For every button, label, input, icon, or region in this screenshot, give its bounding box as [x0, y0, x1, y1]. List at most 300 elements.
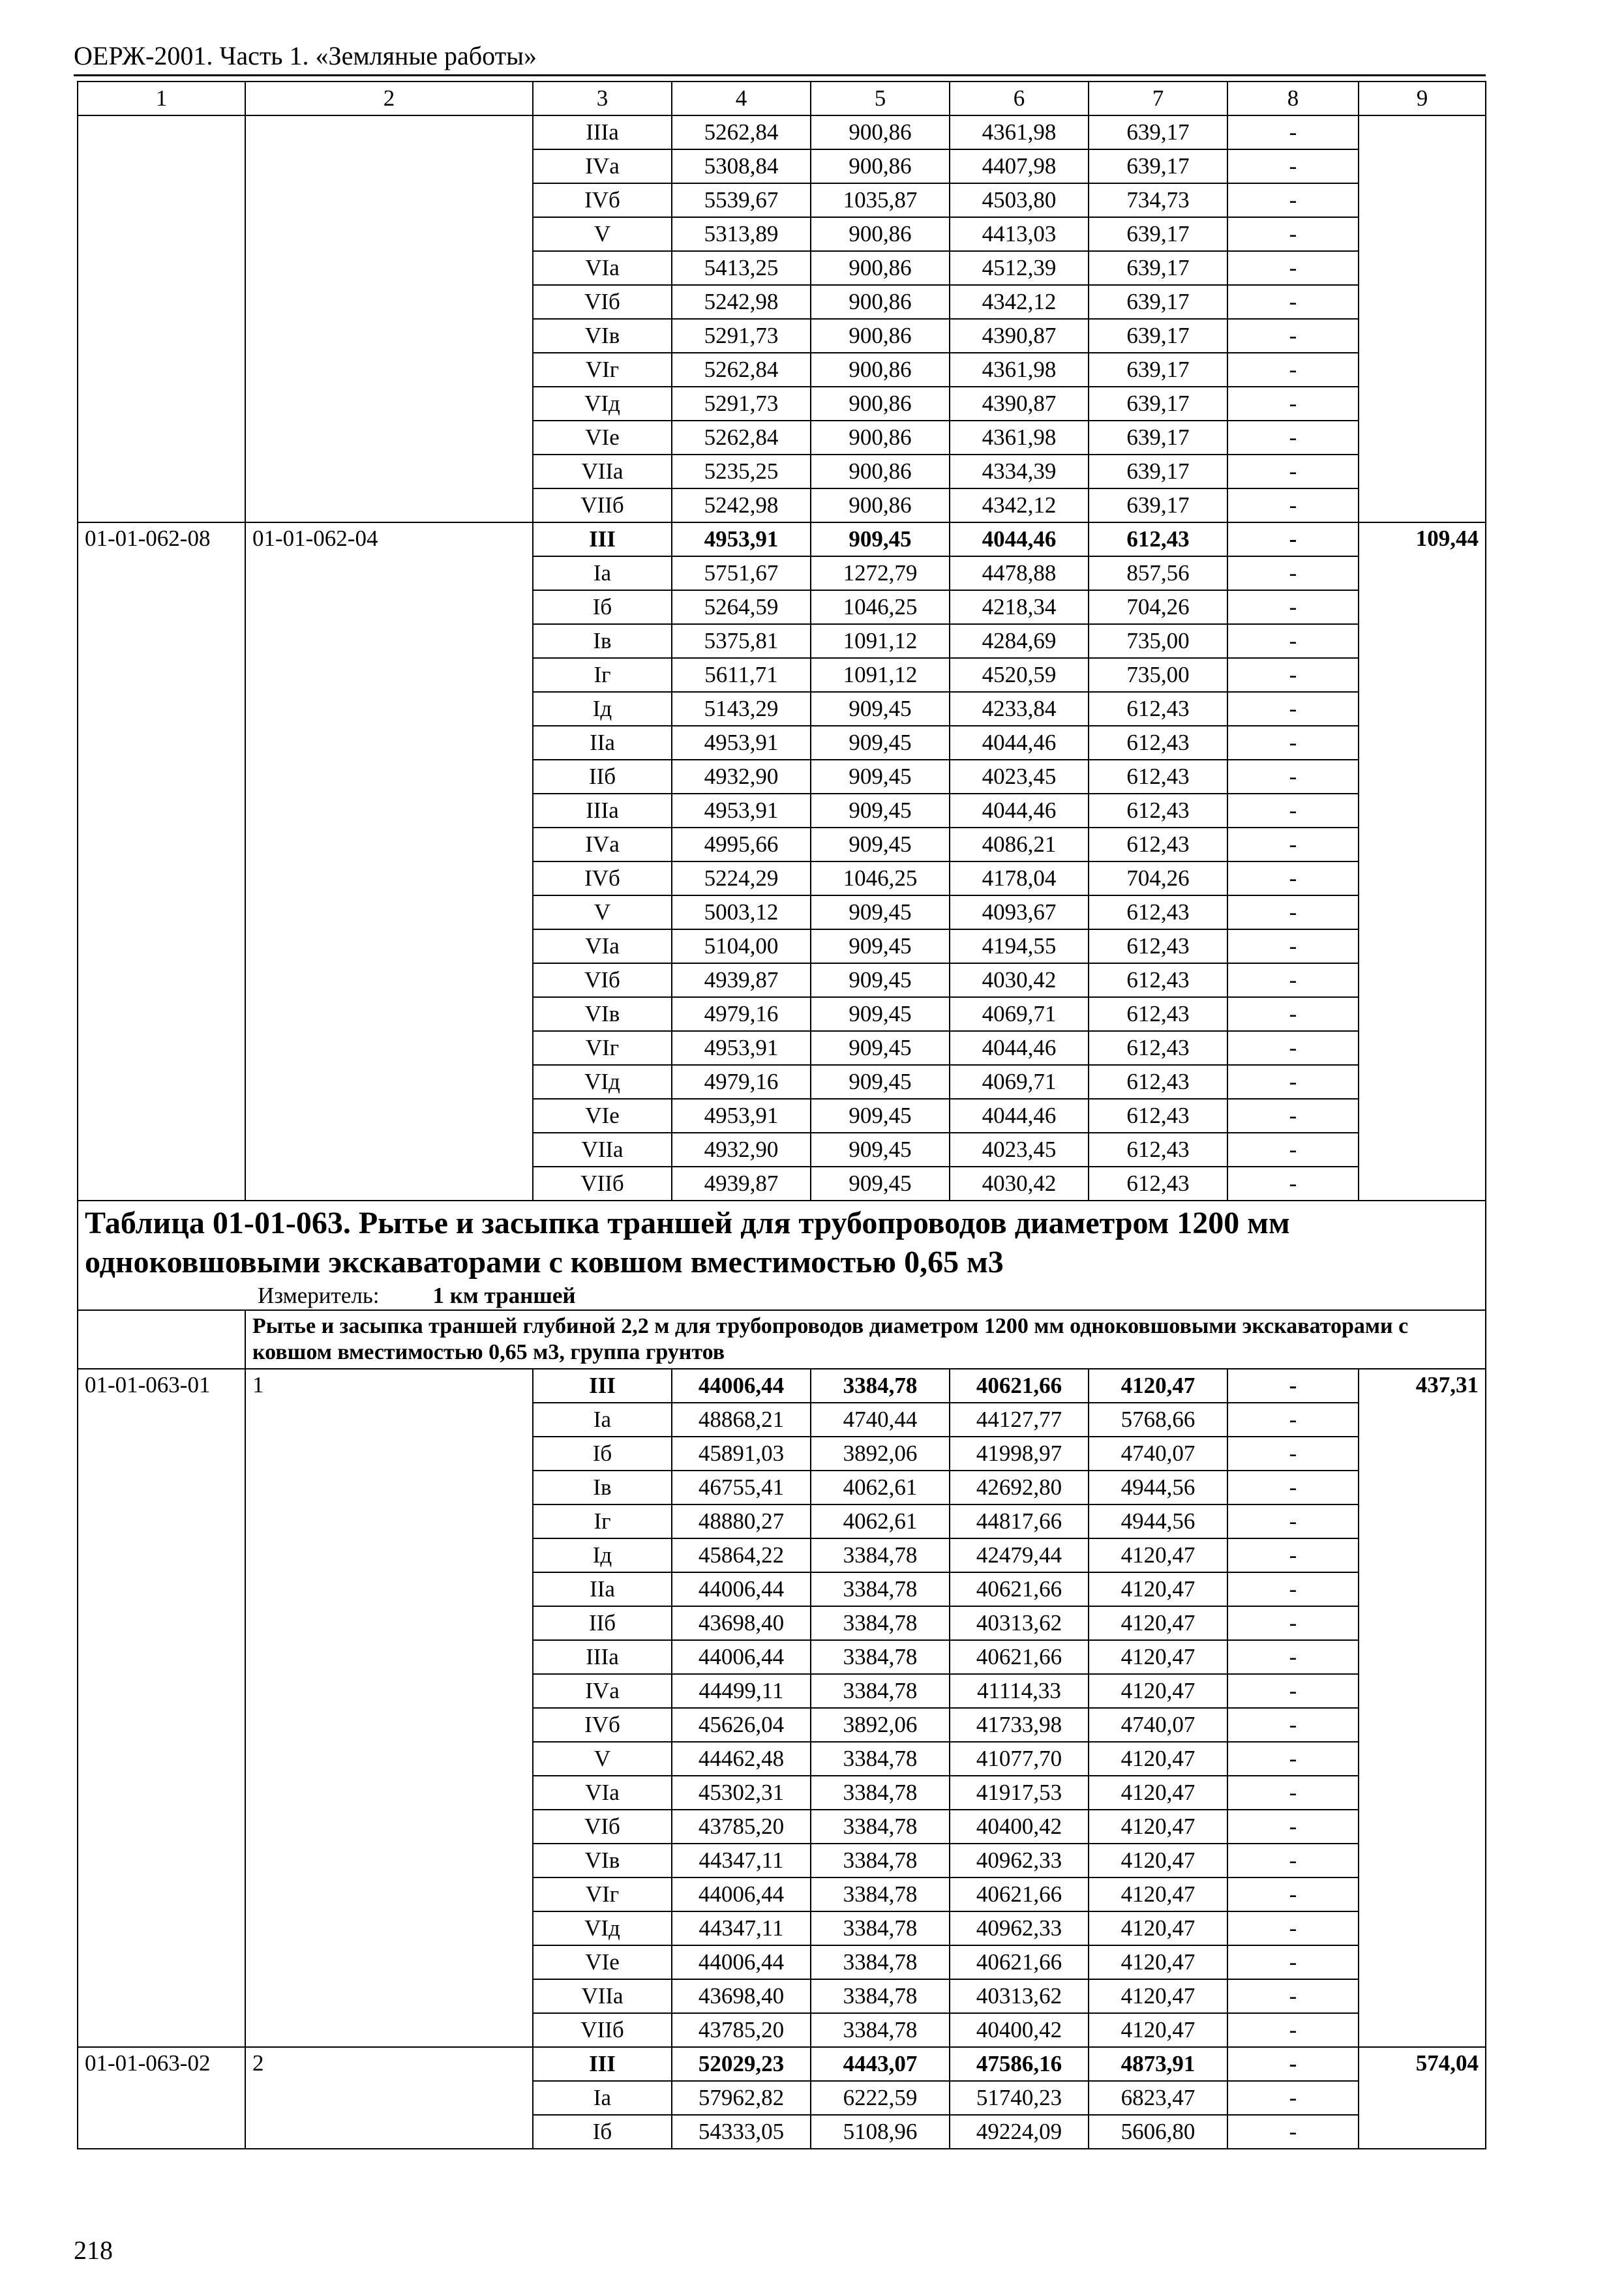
table-cell: 4120,47 [1089, 1945, 1227, 1979]
table-cell: 4932,90 [672, 1133, 811, 1167]
table-cell: 735,00 [1089, 624, 1227, 658]
table-cell: IIб [533, 1606, 672, 1640]
table-cell: 4044,46 [950, 794, 1089, 828]
table-cell: 4120,47 [1089, 1911, 1227, 1945]
table-cell: 40400,42 [950, 2013, 1089, 2047]
table-cell: - [1227, 895, 1359, 929]
table-cell: - [1227, 1167, 1359, 1201]
table-cell: 48880,27 [672, 1504, 811, 1538]
table-cell: - [1227, 1031, 1359, 1065]
table-cell: 4120,47 [1089, 1369, 1227, 1403]
table-cell: - [1227, 2047, 1359, 2081]
header-rule [74, 74, 1486, 76]
table-cell: 4478,88 [950, 556, 1089, 590]
table-cell: 5143,29 [672, 692, 811, 726]
table-cell: 4120,47 [1089, 1742, 1227, 1776]
table-cell: 4953,91 [672, 1031, 811, 1065]
table-cell: 4062,61 [811, 1471, 950, 1504]
table-cell: 4979,16 [672, 997, 811, 1031]
table-cell: 612,43 [1089, 1167, 1227, 1201]
table-cell: 4361,98 [950, 353, 1089, 387]
table-cell: - [1227, 149, 1359, 183]
table-cell: 45864,22 [672, 1538, 811, 1572]
table-cell: 612,43 [1089, 1031, 1227, 1065]
table-cell: - [1227, 115, 1359, 149]
table-cell: V [533, 217, 672, 251]
table-cell: 900,86 [811, 251, 950, 285]
table-cell: 900,86 [811, 353, 950, 387]
table-cell: 4953,91 [672, 522, 811, 556]
table-cell: VIа [533, 1776, 672, 1810]
table-cell: 5242,98 [672, 488, 811, 522]
table-cell: 5768,66 [1089, 1403, 1227, 1437]
column-number: 3 [533, 82, 672, 115]
table-cell: 1046,25 [811, 861, 950, 895]
table-cell: 4939,87 [672, 1167, 811, 1201]
table-cell: 5262,84 [672, 421, 811, 455]
section-description-row [78, 1310, 1486, 1369]
table-cell: - [1227, 1979, 1359, 2013]
table-cell: 4120,47 [1089, 1844, 1227, 1878]
column-number: 5 [811, 82, 950, 115]
table-cell: 43698,40 [672, 1979, 811, 2013]
table-cell: 5313,89 [672, 217, 811, 251]
table-cell: 909,45 [811, 1031, 950, 1065]
table-cell: - [1227, 1640, 1359, 1674]
table-cell: VIг [533, 353, 672, 387]
table-cell: V [533, 895, 672, 929]
table-cell: 5539,67 [672, 183, 811, 217]
table-cell: 5291,73 [672, 387, 811, 421]
table-cell: 48868,21 [672, 1403, 811, 1437]
table-cell: - [1227, 1403, 1359, 1437]
table-cell: 4086,21 [950, 828, 1089, 861]
table-cell: 612,43 [1089, 1065, 1227, 1099]
table-cell: 5606,80 [1089, 2115, 1227, 2149]
table-cell: 45891,03 [672, 1437, 811, 1471]
table-cell: 735,00 [1089, 658, 1227, 692]
table-cell: 704,26 [1089, 861, 1227, 895]
table-cell: 909,45 [811, 895, 950, 929]
table-cell: 4390,87 [950, 387, 1089, 421]
table-cell: VIIб [533, 1167, 672, 1201]
table-cell: 49224,09 [950, 2115, 1089, 2149]
table-cell: 909,45 [811, 794, 950, 828]
table-row [78, 2047, 1486, 2081]
table-cell: Iг [533, 1504, 672, 1538]
table-cell: - [1227, 624, 1359, 658]
table-cell: 5224,29 [672, 861, 811, 895]
table-cell: 4062,61 [811, 1504, 950, 1538]
table-cell: 4520,59 [950, 658, 1089, 692]
table-cell: 3384,78 [811, 1369, 950, 1403]
table-cell: Iб [533, 1437, 672, 1471]
table-cell: 4120,47 [1089, 1606, 1227, 1640]
table-cell: IVб [533, 861, 672, 895]
table-cell: - [1227, 1437, 1359, 1471]
table-cell: 900,86 [811, 149, 950, 183]
table-cell: Iб [533, 590, 672, 624]
column-number: 2 [245, 82, 533, 115]
table-cell: 6222,59 [811, 2081, 950, 2115]
table-cell: Iв [533, 624, 672, 658]
table-cell: 4093,67 [950, 895, 1089, 929]
rate-code: 01-01-063-02 [78, 2047, 245, 2149]
table-cell: 47586,16 [950, 2047, 1089, 2081]
table-cell: 43698,40 [672, 1606, 811, 1640]
table-cell: 45626,04 [672, 1708, 811, 1742]
table-cell: VIб [533, 963, 672, 997]
table-cell: 4194,55 [950, 929, 1089, 963]
table-cell: 4740,44 [811, 1403, 950, 1437]
table-cell: 4120,47 [1089, 2013, 1227, 2047]
table-cell: 612,43 [1089, 1099, 1227, 1133]
table-cell: 4120,47 [1089, 1640, 1227, 1674]
table-cell: Iд [533, 692, 672, 726]
table-cell: V [533, 1742, 672, 1776]
table-cell: 4178,04 [950, 861, 1089, 895]
table-cell: IVб [533, 1708, 672, 1742]
table-cell: 57962,82 [672, 2081, 811, 2115]
table-cell: 4740,07 [1089, 1708, 1227, 1742]
table-cell: VIг [533, 1878, 672, 1911]
table-cell: Iг [533, 658, 672, 692]
table-cell: 40400,42 [950, 1810, 1089, 1844]
table-cell: VIб [533, 1810, 672, 1844]
table-cell: 909,45 [811, 692, 950, 726]
table-cell: 639,17 [1089, 387, 1227, 421]
table-cell: - [1227, 1878, 1359, 1911]
table-cell: - [1227, 726, 1359, 760]
table-cell: 4030,42 [950, 1167, 1089, 1201]
table-cell: 54333,05 [672, 2115, 811, 2149]
table-cell: 3384,78 [811, 1878, 950, 1911]
table-cell: 900,86 [811, 488, 950, 522]
table-cell: 4334,39 [950, 455, 1089, 488]
table-cell: 1091,12 [811, 658, 950, 692]
table-cell: 639,17 [1089, 421, 1227, 455]
table-cell: 1046,25 [811, 590, 950, 624]
labor-total [1359, 115, 1486, 522]
table-cell: VIIа [533, 455, 672, 488]
table-title-cell [78, 1201, 1486, 1310]
labor-total: 109,44 [1359, 522, 1486, 1201]
table-cell: 4120,47 [1089, 1776, 1227, 1810]
table-cell: 52029,23 [672, 2047, 811, 2081]
table-cell: 612,43 [1089, 726, 1227, 760]
table-cell: 3384,78 [811, 1572, 950, 1606]
table-cell: 3384,78 [811, 1945, 950, 1979]
table-cell: 704,26 [1089, 590, 1227, 624]
table-cell: VIд [533, 1911, 672, 1945]
table-cell: 3384,78 [811, 1742, 950, 1776]
table-cell: 900,86 [811, 455, 950, 488]
table-cell: - [1227, 963, 1359, 997]
table-row [78, 522, 1486, 556]
table-cell: 5413,25 [672, 251, 811, 285]
table-cell: 4044,46 [950, 1099, 1089, 1133]
table-cell: 900,86 [811, 285, 950, 319]
table-cell: 4939,87 [672, 963, 811, 997]
table-cell: - [1227, 387, 1359, 421]
table-cell: IVб [533, 183, 672, 217]
table-cell: 612,43 [1089, 692, 1227, 726]
table-cell: 40962,33 [950, 1911, 1089, 1945]
table-cell: 4944,56 [1089, 1471, 1227, 1504]
table-cell: 900,86 [811, 387, 950, 421]
table-cell: VIIб [533, 488, 672, 522]
table-title: Таблица 01-01-063. Рытье и засыпка траншей для трубопроводов диаметром 1200 мм одноковшовыми экскаваторами с ковшом вместимостью 0,65 м3 [85, 1206, 1290, 1279]
page-number: 218 [74, 2236, 113, 2265]
table-cell: Iб [533, 2115, 672, 2149]
table-cell: - [1227, 2081, 1359, 2115]
column-number: 1 [78, 82, 245, 115]
table-cell: VIб [533, 285, 672, 319]
table-cell: VIв [533, 319, 672, 353]
table-cell: 4120,47 [1089, 1674, 1227, 1708]
table-cell: - [1227, 590, 1359, 624]
rate-reference: 1 [245, 1369, 533, 2047]
labor-total: 574,04 [1359, 2047, 1486, 2149]
table-cell: - [1227, 929, 1359, 963]
table-cell: 40621,66 [950, 1572, 1089, 1606]
table-cell: VIIа [533, 1133, 672, 1167]
table-cell: - [1227, 1945, 1359, 1979]
table-cell: 4044,46 [950, 726, 1089, 760]
table-cell: - [1227, 488, 1359, 522]
section-description-cell [245, 1310, 1486, 1369]
table-cell: 612,43 [1089, 1133, 1227, 1167]
table-cell: - [1227, 319, 1359, 353]
table-cell: 4023,45 [950, 1133, 1089, 1167]
table-cell: 4944,56 [1089, 1504, 1227, 1538]
table-cell: 909,45 [811, 1167, 950, 1201]
table-cell: VIIб [533, 2013, 672, 2047]
table-cell: 4503,80 [950, 183, 1089, 217]
table-cell: 41114,33 [950, 1674, 1089, 1708]
table-cell: 5751,67 [672, 556, 811, 590]
table-cell: 909,45 [811, 929, 950, 963]
table-cell: - [1227, 1065, 1359, 1099]
table-cell: 857,56 [1089, 556, 1227, 590]
table-cell: - [1227, 217, 1359, 251]
table-cell: 900,86 [811, 421, 950, 455]
table-cell: 44347,11 [672, 1911, 811, 1945]
table-cell: 40962,33 [950, 1844, 1089, 1878]
table-cell: 5291,73 [672, 319, 811, 353]
rate-code [78, 115, 245, 522]
table-cell: 639,17 [1089, 217, 1227, 251]
table-cell: 4413,03 [950, 217, 1089, 251]
section-description: Рытье и засыпка траншей глубиной 2,2 м для трубопроводов диаметром 1200 мм одноковшовыми экскаваторами с ковшом вместимостью 0,65 м3, группа грунтов [252, 1314, 1409, 1364]
rate-code: 01-01-063-01 [78, 1369, 245, 2047]
table-cell: VIв [533, 1844, 672, 1878]
table-cell: 4233,84 [950, 692, 1089, 726]
rate-reference: 2 [245, 2047, 533, 2149]
table-cell: 4030,42 [950, 963, 1089, 997]
table-cell: 43785,20 [672, 1810, 811, 1844]
table-cell: 3892,06 [811, 1708, 950, 1742]
table-cell: 639,17 [1089, 488, 1227, 522]
table-cell: 612,43 [1089, 895, 1227, 929]
table-cell: 909,45 [811, 1065, 950, 1099]
table-cell: 4218,34 [950, 590, 1089, 624]
table-cell: 909,45 [811, 522, 950, 556]
table-cell: 909,45 [811, 1133, 950, 1167]
table-cell: 4995,66 [672, 828, 811, 861]
table-cell: 4120,47 [1089, 1810, 1227, 1844]
table-cell: 900,86 [811, 115, 950, 149]
table-cell: 4069,71 [950, 1065, 1089, 1099]
table-cell: 612,43 [1089, 929, 1227, 963]
table-cell: 41077,70 [950, 1742, 1089, 1776]
table-cell: IIа [533, 1572, 672, 1606]
rates-table [77, 81, 1486, 2149]
measure-label: Измеритель: [258, 1283, 380, 1308]
table-cell: 4069,71 [950, 997, 1089, 1031]
measure-line [85, 1282, 1479, 1309]
table-cell: - [1227, 455, 1359, 488]
table-cell: 639,17 [1089, 251, 1227, 285]
table-cell: 4342,12 [950, 488, 1089, 522]
table-cell: 40621,66 [950, 1878, 1089, 1911]
table-cell: 4953,91 [672, 1099, 811, 1133]
table-cell: 44006,44 [672, 1945, 811, 1979]
table-cell: 4120,47 [1089, 1878, 1227, 1911]
rate-reference: 01-01-062-04 [245, 522, 533, 1201]
table-cell: 909,45 [811, 963, 950, 997]
table-cell: 4953,91 [672, 726, 811, 760]
table-cell: 51740,23 [950, 2081, 1089, 2115]
table-cell: - [1227, 1538, 1359, 1572]
table-cell: - [1227, 556, 1359, 590]
table-cell: 44817,66 [950, 1504, 1089, 1538]
table-cell: - [1227, 760, 1359, 794]
table-cell: IIа [533, 726, 672, 760]
empty-cell [78, 1310, 245, 1369]
table-cell: 909,45 [811, 760, 950, 794]
rate-code: 01-01-062-08 [78, 522, 245, 1201]
table-cell: 3384,78 [811, 1776, 950, 1810]
table-cell: 4023,45 [950, 760, 1089, 794]
table-cell: VIа [533, 251, 672, 285]
table-cell: 5375,81 [672, 624, 811, 658]
table-cell: 5611,71 [672, 658, 811, 692]
table-cell: 44006,44 [672, 1878, 811, 1911]
table-cell: 4512,39 [950, 251, 1089, 285]
column-number: 9 [1359, 82, 1486, 115]
table-cell: 40621,66 [950, 1945, 1089, 1979]
column-number-row [78, 82, 1486, 115]
table-cell: - [1227, 1810, 1359, 1844]
table-cell: IIIа [533, 115, 672, 149]
table-cell: 5242,98 [672, 285, 811, 319]
table-cell: VIе [533, 1099, 672, 1133]
table-cell: 4740,07 [1089, 1437, 1227, 1471]
table-cell: - [1227, 794, 1359, 828]
table-cell: 6823,47 [1089, 2081, 1227, 2115]
table-cell: 3384,78 [811, 1979, 950, 2013]
table-cell: IIIа [533, 794, 672, 828]
table-cell: 5104,00 [672, 929, 811, 963]
table-cell: 900,86 [811, 217, 950, 251]
table-cell: 4390,87 [950, 319, 1089, 353]
table-cell: 639,17 [1089, 115, 1227, 149]
table-cell: III [533, 1369, 672, 1403]
rate-reference [245, 115, 533, 522]
table-cell: 734,73 [1089, 183, 1227, 217]
table-cell: 4120,47 [1089, 1538, 1227, 1572]
table-cell: 44127,77 [950, 1403, 1089, 1437]
table-cell: 3384,78 [811, 2013, 950, 2047]
table-cell: 44347,11 [672, 1844, 811, 1878]
table-cell: Iв [533, 1471, 672, 1504]
table-cell: 3384,78 [811, 1606, 950, 1640]
table-cell: - [1227, 1844, 1359, 1878]
table-cell: 5003,12 [672, 895, 811, 929]
table-cell: 639,17 [1089, 285, 1227, 319]
column-number: 8 [1227, 82, 1359, 115]
table-cell: 41998,97 [950, 1437, 1089, 1471]
table-cell: IIб [533, 760, 672, 794]
labor-total: 437,31 [1359, 1369, 1486, 2047]
table-cell: 639,17 [1089, 353, 1227, 387]
table-cell: 40621,66 [950, 1369, 1089, 1403]
table-cell: 4407,98 [950, 149, 1089, 183]
table-cell: 639,17 [1089, 149, 1227, 183]
table-cell: 612,43 [1089, 760, 1227, 794]
table-cell: - [1227, 692, 1359, 726]
table-cell: 40621,66 [950, 1640, 1089, 1674]
column-number: 4 [672, 82, 811, 115]
table-cell: 4953,91 [672, 794, 811, 828]
table-cell: 46755,41 [672, 1471, 811, 1504]
table-cell: 612,43 [1089, 794, 1227, 828]
table-cell: 4120,47 [1089, 1979, 1227, 2013]
table-cell: 44462,48 [672, 1742, 811, 1776]
table-cell: Iа [533, 556, 672, 590]
table-cell: 909,45 [811, 997, 950, 1031]
table-cell: 4044,46 [950, 522, 1089, 556]
table-cell: - [1227, 658, 1359, 692]
table-cell: Iа [533, 2081, 672, 2115]
table-cell: 612,43 [1089, 997, 1227, 1031]
table-cell: 42692,80 [950, 1471, 1089, 1504]
table-cell: 3384,78 [811, 1674, 950, 1708]
table-cell: - [1227, 1674, 1359, 1708]
table-cell: 44006,44 [672, 1369, 811, 1403]
table-cell: - [1227, 353, 1359, 387]
table-row [78, 115, 1486, 149]
table-cell: 1272,79 [811, 556, 950, 590]
table-cell: VIе [533, 1945, 672, 1979]
table-cell: - [1227, 1911, 1359, 1945]
table-cell: VIд [533, 387, 672, 421]
table-cell: 40313,62 [950, 1606, 1089, 1640]
table-cell: 639,17 [1089, 319, 1227, 353]
table-cell: - [1227, 1742, 1359, 1776]
table-cell: - [1227, 251, 1359, 285]
table-cell: 4120,47 [1089, 1572, 1227, 1606]
table-cell: 909,45 [811, 1099, 950, 1133]
table-cell: 4342,12 [950, 285, 1089, 319]
table-cell: 1035,87 [811, 183, 950, 217]
table-cell: 5264,59 [672, 590, 811, 624]
table-cell: 41733,98 [950, 1708, 1089, 1742]
table-cell: - [1227, 1471, 1359, 1504]
table-cell: VIв [533, 997, 672, 1031]
table-cell: 4873,91 [1089, 2047, 1227, 2081]
